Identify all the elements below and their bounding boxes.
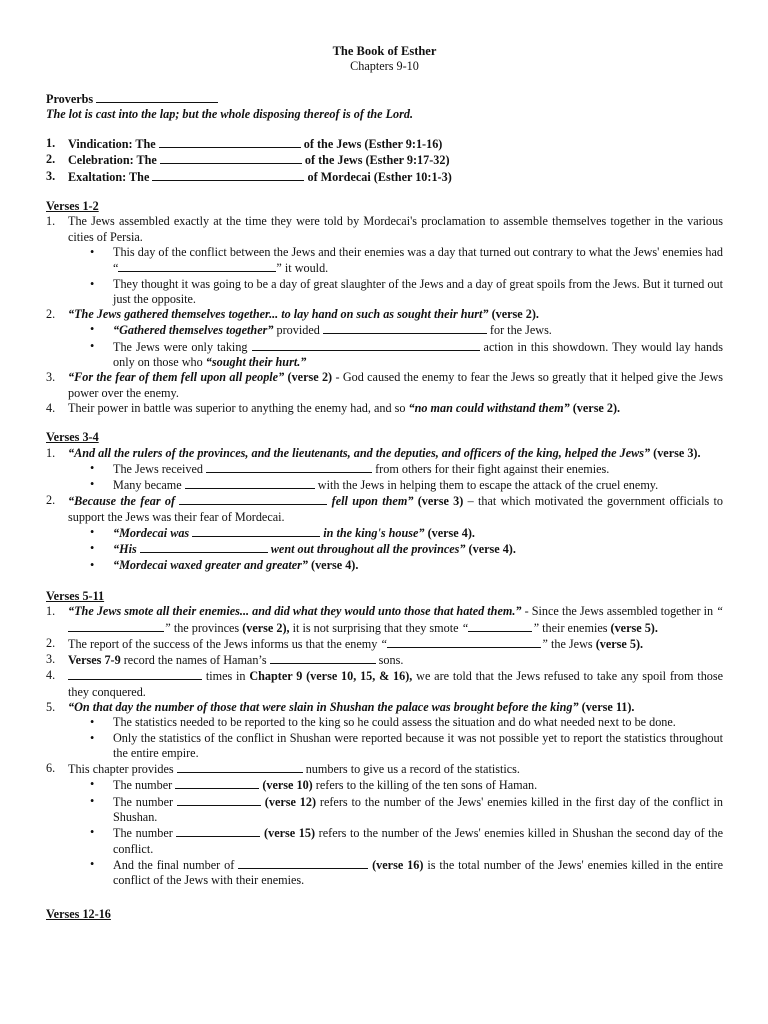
bullet-item: • The number (verse 15) refers to the number of the Jews' enemies killed in Shushan the second day of the conflict.: [90, 825, 724, 856]
blank-line: [270, 652, 376, 664]
list-item: 1. “The Jews smote all their enemies... and did what they would unto those that hated them.” - Since the Jews assembled together in “” the provinces (verse 2), it is not surprising that they smote “ ” their enemies (verse 5).: [46, 604, 724, 635]
list-item: 2. The report of the success of the Jews informs us that the enemy “ ” the Jews (verse 5).: [46, 635, 644, 651]
blank-line: [140, 541, 268, 553]
main-point: 2. Celebration: The of the Jews (Esther 9:17-32): [46, 152, 450, 168]
blank-line: [68, 620, 164, 632]
blank-line: [68, 668, 202, 680]
proverbs-label: Proverbs: [46, 91, 94, 106]
document-subtitle: Chapters 9-10: [350, 59, 419, 74]
main-point: 3. Exaltation: The of Mordecai (Esther 10:1-3): [46, 168, 452, 184]
main-point: 1. Vindication: The of the Jews (Esther 9:1-16): [46, 136, 443, 152]
document-page: [46, 44, 723, 922]
section-heading: Verses 5-11: [46, 588, 105, 603]
blank-line: [238, 857, 368, 869]
bullet-item: • The number (verse 10) refers to the killing of the ten sons of Haman.: [90, 777, 538, 793]
list-item: 1. “And all the rulers of the provinces, and the lieutenants, and the deputies, and officers of the king, helped the Jews” (verse 3).: [46, 445, 701, 460]
list-item: 3. “For the fear of them fell upon all people” (verse 2) - God caused the enemy to fear the Jews so greatly that it helped give the Jews power over the enemy.: [46, 370, 724, 400]
bullet-item: • “His went out throughout all the provinces” (verse 4).: [90, 541, 516, 557]
bullet-item: • They thought it was going to be a day of great slaughter of the Jews and a day of great spoils from the Jews. But it turned out just the opposite.: [90, 276, 723, 306]
proverbs-line: [46, 91, 723, 107]
bullet-item: • This day of the conflict between the Jews and their enemies was a day that turned out contrary to what the Jews' enemies had “ ” it would.: [90, 244, 723, 276]
bullet-item: • Only the statistics of the conflict in Shushan were reported because it was not possible yet to report the statistics throughout the entire empire.: [90, 730, 723, 760]
bullet-item: • “Mordecai waxed greater and greater” (verse 4).: [90, 557, 359, 572]
bullet-item: • And the final number of (verse 16) is the total number of the Jews' enemies killed in the entire conflict of the Jews with their enemies.: [90, 856, 724, 888]
list-item: 2. “Because the fear of fell upon them” (verse 3) – that which motivated the government officials to support the Jews was their fear of Mordecai.: [46, 493, 723, 524]
blank-line: [387, 636, 541, 648]
blank-line: [118, 260, 276, 272]
bullet-item: • “Gathered themselves together” provided for the Jews.: [90, 322, 552, 338]
blank-line: [323, 322, 487, 334]
main-points-list: [46, 136, 723, 185]
list-item: 5. “On that day the number of those that were slain in Shushan the palace was brought before the king” (verse 11).: [46, 699, 635, 714]
blank-line: [175, 777, 259, 789]
bullet-item: • The number (verse 12) refers to the number of the Jews' enemies killed in the first day of the conflict in Shushan.: [90, 793, 724, 825]
section-heading: Verses 3-4: [46, 430, 99, 445]
blank-line: [179, 493, 327, 505]
bullet-item: • The Jews received from others for their fight against their enemies.: [90, 460, 610, 476]
blank-line: [152, 169, 304, 181]
blank-line: [177, 794, 261, 806]
bullet-item: • “Mordecai was in the king's house” (verse 4).: [90, 525, 475, 541]
section-heading: Verses 1-2: [46, 199, 99, 214]
blank-line: [159, 136, 301, 148]
list-item: 3. Verses 7-9 record the names of Haman’s sons.: [46, 652, 404, 668]
blank-line: [160, 152, 302, 164]
blank-line: [185, 477, 315, 489]
document-title: The Book of Esther: [332, 44, 437, 58]
blank-line: [177, 761, 303, 773]
list-item: 6. This chapter provides numbers to give us a record of the statistics.: [46, 761, 520, 777]
list-item: 2. “The Jews gathered themselves together... to lay hand on such as sought their hurt” (verse 2).: [46, 307, 539, 322]
blank-line: [206, 461, 372, 473]
list-item: 4. Their power in battle was superior to anything the enemy had, and so “no man could withstand them” (verse 2).: [46, 400, 621, 415]
blank-line: [192, 525, 320, 537]
list-item: 1. The Jews assembled exactly at the time they were told by Mordecai's proclamation to assemble themselves together in the various cities of Persia.: [46, 214, 723, 244]
bullet-item: • The Jews were only taking action in this showdown. They would lay hands only on those who “sought their hurt.”: [90, 338, 723, 370]
list-item: 4. times in Chapter 9 (verse 10, 15, & 16), we are told that the Jews refused to take any spoil from those they conquered.: [46, 668, 724, 699]
blank-line: [252, 339, 480, 351]
bullet-item: • Many became with the Jews in helping them to escape the attack of the cruel enemy.: [90, 477, 659, 493]
blank-line: [468, 620, 532, 632]
proverbs-quote: The lot is cast into the lap; but the whole disposing thereof is of the Lord.: [46, 106, 414, 121]
blank-line: [176, 825, 260, 837]
bullet-item: • The statistics needed to be reported to the king so he could assess the situation and do what needed next to be done.: [90, 715, 676, 730]
section-heading: Verses 12-16: [46, 906, 111, 921]
blank-line: [96, 91, 218, 103]
